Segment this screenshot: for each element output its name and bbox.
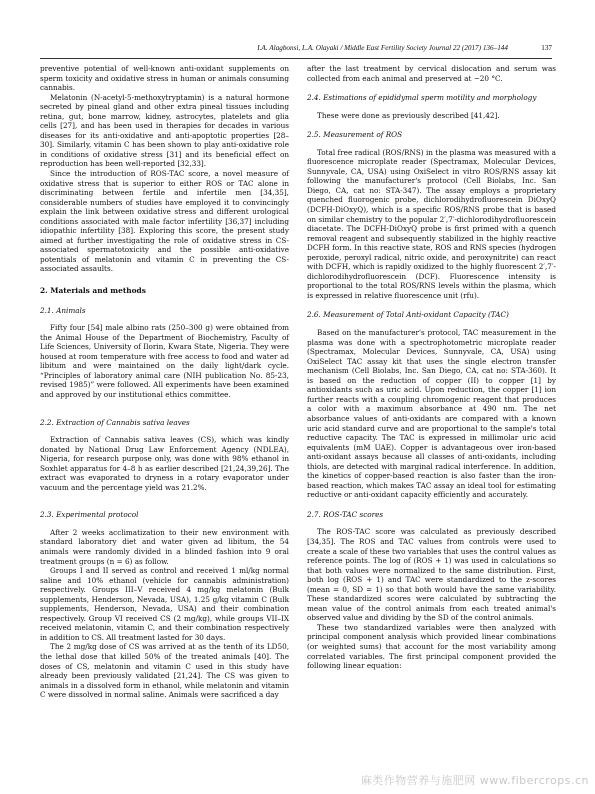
subsection-heading: 2.3. Experimental protocol — [40, 510, 139, 520]
subsection-heading: 2.7. ROS-TAC scores — [307, 509, 384, 519]
paragraph: Fifty four [54] male albino rats (250–300 g) were obtained from the Animal House of the Department of Biochemistry, Faculty of Life Sciences, University of Ilorin, Kwara State, Nigeria. They were housed at room temperature with free access to food and water ad libitum and were maintained on the daily light/dark cycle. “Principles of laboratory animal care (NIH publication No. 85-23, revised 1985)” were followed. All experiments have been examined and approved by our institutional ethics committee. — [40, 323, 289, 399]
left-column — [40, 64, 289, 700]
paragraph: The 2 mg/kg dose of CS was arrived at as the tenth of its LD50, the lethal dose that killed 50% of the treated animals [40]. The doses of CS, melatonin and vitamin C used in this study have already been previously validated [21,24]. The CS was given to animals in a dissolved form in ethanol, while melatonin and vitamin C were dissolved in normal saline. Animals were sacrificed a day — [40, 642, 289, 700]
running-title: I.A. Alagbonsi, L.A. Olayaki / Middle East Fertility Society Journal 22 (2017) 136–144 — [257, 44, 508, 52]
paragraph: Since the introduction of ROS-TAC score, a novel measure of oxidative stress that is superior to either ROS or TAC alone in discriminating between fertile and infertile men [34,35], considerable numbers of studies have employed it to convincingly explain the link between oxidative stress and different urological conditions associated with male factor infertility [36,37] including idiopathic infertility [38]. Exploring this score, the present study aimed at further investigating the role of oxidative stress in CS-associated spermatotoxicity and the possible anti-oxidative potentials of melatonin and vitamin C in preventing the CS-associated assaults. — [40, 169, 289, 274]
subsection-heading: 2.1. Animals — [40, 305, 86, 315]
subsection-heading: 2.2. Extraction of Cannabis sativa leaves — [40, 417, 190, 427]
watermark: 麻类作物营养与施肥网 www.fibercrops.cn — [360, 774, 589, 787]
paragraph: These were done as previously described [41,42]. — [317, 110, 500, 120]
paragraph: After 2 weeks acclimatization to their new environment with standard laboratory diet and water given ad libitum, the 54 animals were randomly divided in a blinded fashion into 9 oral treatment groups (n = 6) as follow. — [40, 527, 289, 566]
paragraph: Melatonin (N-acetyl-5-methoxytryptamin) is a natural hormone secreted by pineal gland and other extra pineal tissues including retina, gut, bone marrow, kidney, astrocytes, platelets and glia cells [27], and has been used in therapies for decades in various diseases for its anti-oxidative and anti-apoptotic properties [28–30]. Similarly, vitamin C has been shown to play anti-oxidative role in conditions of oxidative stress [31] and its beneficial effect on reproduction has been well-reported [32,33]. — [40, 92, 289, 169]
paragraph: The ROS-TAC score was calculated as previously described [34,35]. The ROS and TAC values from controls were used to create a scale of these two variables that uses the control values as reference points. The log of (ROS + 1) was used in calculations so that both values were normalized to the same distribution. First, both log (ROS + 1) and TAC were standardized to the z-scores (mean = 0, SD = 1) so that both would have the same variability. These standardized scores were calculated by subtracting the mean value of the control animals from each treated animal's observed value and dividing by the SD of the control animals. — [307, 527, 556, 623]
paragraph: Extraction of Cannabis sativa leaves (CS), which was kindly donated by National Drug Law Enforcement Agency (NDLEA), Nigeria, for research purpose only, was done with 98% ethanol in Soxhlet apparatus for 4–8 h as earlier described [21,24,39,26]. The extract was evaporated to dryness in a rotary evaporator under vacuum and the percentage yield was 21.2%. — [40, 435, 289, 492]
paragraph: Based on the manufacturer's protocol, TAC measurement in the plasma was done with a spectrophotometric microplate reader (Spectramax, Molecular Devices, Sunnyvale, CA, USA) using OxiSelect TAC assay kit that uses the single electron transfer mechanism (Cell Biolabs, Inc. San Diego, CA, cat no: STA-360). It is based on the reduction of copper (II) to copper [1] by antioxidants such as uric acid. Upon reduction, the copper [1] ion further reacts with a coupling chromogenic reagent that produces a color with a maximum absorbance at 490 nm. The net absorbance values of anti-oxidants are compared with a known uric acid standard curve and are proportional to the sample's total reductive capacity. The TAC is expressed in millimolar uric acid equivalents (mM UAE). Copper is advantageous over iron-based anti-oxidant assays because all classes of anti-oxidants, including thiols, are detected with marginal radical interference. In addition, the kinetics of copper-based reaction is also faster than the iron-based reaction, which makes TAC assay an ideal tool for estimating reductive or anti-oxidant capacity efficiently and accurately. — [307, 328, 556, 500]
paragraph: These two standardized variables were then analyzed with principal component analysis which provided linear combinations (or weighted sums) that account for the most variability among correlated variables. The first principal component provided the following linear equation: — [307, 622, 556, 671]
page-number: 137 — [541, 44, 552, 52]
right-column — [307, 64, 556, 671]
section-heading: 2. Materials and methods — [40, 286, 146, 296]
paragraph: preventive potential of well-known anti-oxidant supplements on sperm toxicity and oxidative stress in human or animals consuming cannabis. — [40, 64, 289, 93]
header-rule — [40, 58, 552, 59]
paragraph: after the last treatment by cervical dislocation and serum was collected from each animal and preserved at −20 °C. — [307, 64, 556, 83]
subsection-heading: 2.6. Measurement of Total Anti-oxidant Capacity (TAC) — [307, 310, 509, 320]
subsection-heading: 2.5. Measurement of ROS — [307, 130, 403, 140]
paragraph: Groups I and II served as control and received 1 ml/kg normal saline and 10% ethanol (vehicle for cannabis administration) respectively. Groups III–V received 4 mg/kg melatonin (Bulk supplements, Henderson, Nevada, USA), 1.25 g/kg vitamin C (Bulk supplements, Henderson, Nevada, USA) and their combination respectively. Group VI received CS (2 mg/kg), while groups VII–IX received melatonin, vitamin C, and their combination respectively in addition to CS. All treatment lasted for 30 days. — [40, 566, 289, 642]
running-header — [40, 44, 552, 58]
subsection-heading: 2.4. Estimations of epididymal sperm motility and morphology — [307, 93, 537, 103]
paragraph: Total free radical (ROS/RNS) in the plasma was measured with a fluorescence microplate reader (Spectramax, Molecular Devices, Sunnyvale, CA, USA) using OxiSelect in vitro ROS/RNS assay kit following the manufacturer's protocol (Cell Biolabs, Inc. San Diego, CA, cat no: STA-347). The assay employs a proprietary quenched fluorogenic probe, dichlorodihydrofluorescein DiOxyQ (DCFH-DiOxyQ), which is a specific ROS/RNS probe that is based on similar chemistry to the popular 2′,7′-dichlorodihydrofluorescein diacetate. The DCFH-DiOxyQ probe is first primed with a quench removal reagent and subsequently stabilized in the highly reactive DCFH form. In this reactive state, ROS and RNS species (hydrogen peroxide, peroxyl radical, nitric oxide, and peroxynitrite) can react with DCFH, which is rapidly oxidized to the highly fluorescent 2′,7′-dichlorodihydrofluorescein (DCF). Fluorescence intensity is proportional to the total ROS/RNS levels within the plasma, which is expressed in relative fluorescence unit (rfu). — [307, 147, 556, 300]
